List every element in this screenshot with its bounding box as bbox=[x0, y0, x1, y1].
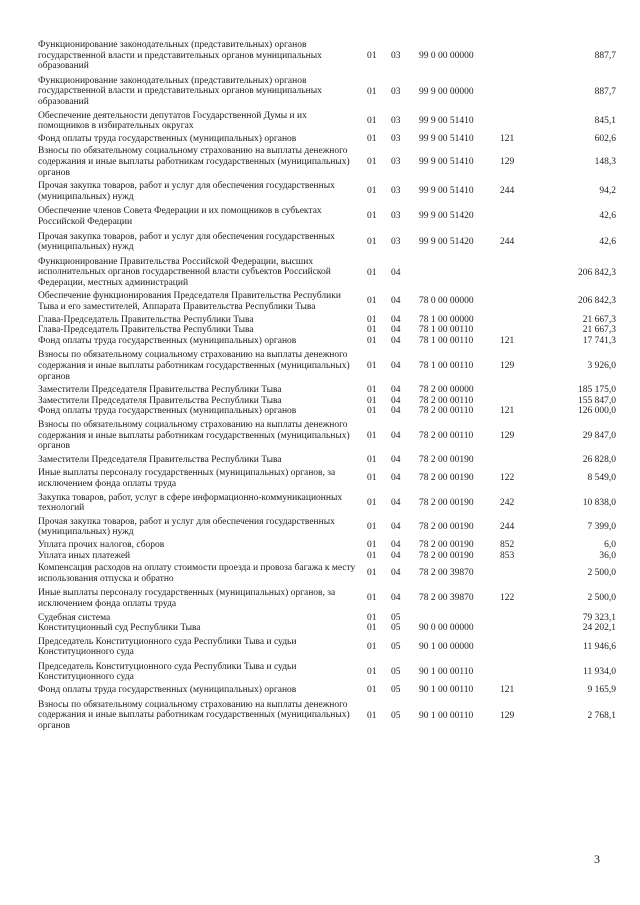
row-name: Прочая закупка товаров, работ и услуг для обеспечения государственных (муниципальных) нужд bbox=[38, 516, 335, 538]
amount: 206 842,3 bbox=[578, 296, 616, 307]
table-row bbox=[38, 40, 618, 72]
amount: 6,0 bbox=[604, 539, 616, 550]
subsection-code: 05 bbox=[391, 623, 401, 634]
amount: 10 838,0 bbox=[582, 497, 616, 508]
table-row bbox=[38, 588, 618, 609]
row-name: Глава-Председатель Правительства Республики Тыва bbox=[38, 314, 254, 325]
subsection-code: 03 bbox=[391, 133, 401, 144]
expense-type-code: 122 bbox=[500, 473, 515, 484]
row-name: Фонд оплаты труда государственных (муниципальных) органов bbox=[38, 685, 297, 696]
section-code: 01 bbox=[367, 521, 377, 532]
section-code: 01 bbox=[367, 385, 377, 396]
subsection-code: 05 bbox=[391, 710, 401, 721]
row-name: Функционирование законодательных (представительных) органов государственной власти и представительных органов муниципальных образований bbox=[38, 40, 322, 72]
target-article-code: 99 9 00 51410 bbox=[419, 157, 474, 168]
section-code: 01 bbox=[367, 157, 377, 168]
subsection-code: 04 bbox=[391, 325, 401, 336]
row-name: Обеспечение членов Совета Федерации и их помощников в субъектах Российской Федерации bbox=[38, 206, 322, 227]
expense-type-code: 129 bbox=[500, 710, 515, 721]
expense-type-code: 853 bbox=[500, 550, 515, 561]
target-article-code: 78 2 00 00190 bbox=[419, 550, 474, 561]
row-name: Заместители Председателя Правительства Республики Тыва bbox=[38, 454, 282, 465]
row-name: Прочая закупка товаров, работ и услуг для обеспечения государственных (муниципальных) нужд bbox=[38, 231, 335, 253]
subsection-code: 05 bbox=[391, 641, 401, 652]
amount: 7 399,0 bbox=[587, 521, 616, 532]
section-code: 01 bbox=[367, 211, 377, 222]
subsection-code: 04 bbox=[391, 385, 401, 396]
target-article-code: 78 1 00 00000 bbox=[419, 314, 474, 325]
subsection-code: 05 bbox=[391, 685, 401, 696]
target-article-code: 99 9 00 51420 bbox=[419, 236, 474, 247]
expense-type-code: 129 bbox=[500, 431, 515, 441]
amount: 887,7 bbox=[594, 51, 616, 61]
target-article-code: 99 9 00 51410 bbox=[419, 186, 474, 197]
target-article-code: 90 1 00 00110 bbox=[419, 710, 474, 721]
target-article-code: 99 9 00 51410 bbox=[419, 115, 474, 126]
target-article-code: 78 2 00 39870 bbox=[419, 593, 474, 604]
subsection-code: 04 bbox=[391, 395, 401, 406]
table-row bbox=[38, 623, 618, 634]
amount: 17 741,3 bbox=[582, 335, 616, 346]
section-code: 01 bbox=[367, 710, 377, 721]
section-code: 01 bbox=[367, 685, 377, 696]
section-code: 01 bbox=[367, 539, 377, 550]
section-code: 01 bbox=[367, 133, 377, 144]
table-row bbox=[38, 517, 618, 538]
row-name: Иные выплаты персоналу государственных (муниципальных) органов, за исключением фонда оплаты труда bbox=[38, 468, 336, 489]
row-name: Взносы по обязательному социальному страхованию на выплаты денежного содержания и иные выплаты работникам государственных (муниципальных) органов bbox=[38, 420, 350, 452]
target-article-code: 99 9 00 51420 bbox=[419, 211, 474, 222]
section-code: 01 bbox=[367, 641, 377, 652]
amount: 11 946,6 bbox=[583, 641, 616, 652]
subsection-code: 03 bbox=[391, 86, 401, 97]
subsection-code: 04 bbox=[391, 431, 401, 441]
section-code: 01 bbox=[367, 267, 377, 278]
target-article-code: 78 2 00 00190 bbox=[419, 473, 474, 484]
subsection-code: 04 bbox=[391, 267, 401, 278]
section-code: 01 bbox=[367, 186, 377, 197]
subsection-code: 03 bbox=[391, 51, 401, 61]
expense-type-code: 244 bbox=[500, 521, 515, 532]
row-name: Компенсация расходов на оплату стоимости проезда и провоза багажа к месту использования отпуска и обратно bbox=[38, 563, 356, 584]
amount: 9 165,9 bbox=[587, 685, 616, 696]
subsection-code: 04 bbox=[391, 335, 401, 346]
target-article-code: 78 0 00 00000 bbox=[419, 296, 474, 307]
table-row bbox=[38, 146, 618, 178]
subsection-code: 04 bbox=[391, 550, 401, 561]
row-name: Фонд оплаты труда государственных (муниципальных) органов bbox=[38, 406, 297, 417]
expense-type-code: 121 bbox=[500, 133, 515, 144]
subsection-code: 04 bbox=[391, 521, 401, 532]
section-code: 01 bbox=[367, 361, 377, 372]
table-row bbox=[38, 551, 618, 562]
table-row bbox=[38, 350, 618, 382]
section-code: 01 bbox=[367, 335, 377, 346]
table-row bbox=[38, 613, 618, 624]
row-name: Функционирование Правительства Российской Федерации, высших исполнительных органов государственной власти субъектов Российской Федерации, местных администраций bbox=[38, 256, 331, 288]
subsection-code: 03 bbox=[391, 211, 401, 222]
amount: 21 667,3 bbox=[582, 314, 616, 325]
section-code: 01 bbox=[367, 473, 377, 484]
target-article-code: 90 1 00 00000 bbox=[419, 641, 474, 652]
subsection-code: 04 bbox=[391, 296, 401, 307]
target-article-code: 78 2 00 39870 bbox=[419, 568, 474, 579]
row-name: Иные выплаты персоналу государственных (муниципальных) органов, за исключением фонда оплаты труда bbox=[38, 588, 336, 609]
table-row bbox=[38, 468, 618, 489]
expense-type-code: 121 bbox=[500, 685, 515, 696]
table-row bbox=[38, 206, 618, 227]
section-code: 01 bbox=[367, 623, 377, 634]
row-name: Конституционный суд Республики Тыва bbox=[38, 623, 201, 634]
target-article-code: 78 2 00 00000 bbox=[419, 385, 474, 396]
section-code: 01 bbox=[367, 314, 377, 325]
row-name: Судебная система bbox=[38, 612, 111, 623]
table-row bbox=[38, 493, 618, 514]
section-code: 01 bbox=[367, 454, 377, 465]
target-article-code: 78 2 00 00110 bbox=[419, 406, 474, 417]
table-row bbox=[38, 662, 618, 683]
row-name: Председатель Конституционного суда Республики Тыва и судьи Конституционного суда bbox=[38, 636, 297, 658]
target-article-code: 78 2 00 00190 bbox=[419, 454, 474, 465]
expense-type-code: 121 bbox=[500, 406, 515, 417]
section-code: 01 bbox=[367, 115, 377, 126]
section-code: 01 bbox=[367, 550, 377, 561]
table-row bbox=[38, 111, 618, 132]
section-code: 01 bbox=[367, 406, 377, 417]
table-row bbox=[38, 134, 618, 145]
subsection-code: 05 bbox=[391, 612, 401, 623]
table-row bbox=[38, 700, 618, 732]
subsection-code: 04 bbox=[391, 361, 401, 372]
section-code: 01 bbox=[367, 236, 377, 247]
expense-type-code: 852 bbox=[500, 539, 515, 550]
amount: 155 847,0 bbox=[578, 395, 616, 406]
table-row bbox=[38, 420, 618, 452]
row-name: Заместители Председателя Правительства Республики Тыва bbox=[38, 385, 282, 396]
target-article-code: 78 2 00 00190 bbox=[419, 539, 474, 550]
table-row bbox=[38, 232, 618, 253]
subsection-code: 04 bbox=[391, 454, 401, 465]
table-row bbox=[38, 637, 618, 658]
amount: 3 926,0 bbox=[587, 361, 616, 372]
row-name: Уплата прочих налогов, сборов bbox=[38, 539, 165, 550]
subsection-code: 03 bbox=[391, 236, 401, 247]
expense-type-code: 121 bbox=[500, 335, 515, 346]
section-code: 01 bbox=[367, 395, 377, 406]
target-article-code: 78 1 00 00110 bbox=[419, 325, 474, 336]
target-article-code: 78 2 00 00190 bbox=[419, 497, 474, 508]
expense-type-code: 242 bbox=[500, 497, 515, 508]
amount: 2 500,0 bbox=[587, 593, 616, 604]
table-row bbox=[38, 181, 618, 202]
row-name: Уплата иных платежей bbox=[38, 550, 131, 561]
target-article-code: 90 1 00 00110 bbox=[419, 685, 474, 696]
table-row bbox=[38, 385, 618, 396]
subsection-code: 03 bbox=[391, 186, 401, 197]
target-article-code: 78 1 00 00110 bbox=[419, 361, 474, 372]
expense-type-code: 129 bbox=[500, 361, 515, 372]
subsection-code: 04 bbox=[391, 497, 401, 508]
target-article-code: 78 1 00 00110 bbox=[419, 335, 474, 346]
target-article-code: 99 9 00 51410 bbox=[419, 133, 474, 144]
amount: 185 175,0 bbox=[578, 385, 616, 396]
expense-type-code: 244 bbox=[500, 186, 515, 197]
subsection-code: 03 bbox=[391, 157, 401, 168]
row-name: Фонд оплаты труда государственных (муниципальных) органов bbox=[38, 133, 297, 144]
row-name: Председатель Конституционного суда Республики Тыва и судьи Конституционного суда bbox=[38, 661, 297, 683]
budget-table bbox=[38, 40, 618, 731]
table-row bbox=[38, 336, 618, 347]
subsection-code: 04 bbox=[391, 568, 401, 579]
amount: 602,6 bbox=[594, 133, 616, 144]
amount: 8 549,0 bbox=[587, 473, 616, 484]
target-article-code: 90 1 00 00110 bbox=[419, 666, 474, 677]
table-row bbox=[38, 685, 618, 696]
target-article-code: 78 2 00 00110 bbox=[419, 431, 474, 441]
target-article-code: 90 0 00 00000 bbox=[419, 623, 474, 634]
target-article-code: 78 2 00 00190 bbox=[419, 521, 474, 532]
amount: 11 934,0 bbox=[583, 666, 616, 677]
subsection-code: 03 bbox=[391, 115, 401, 126]
expense-type-code: 122 bbox=[500, 593, 515, 604]
row-name: Заместители Председателя Правительства Республики Тыва bbox=[38, 395, 282, 406]
target-article-code: 99 9 00 00000 bbox=[419, 86, 474, 97]
subsection-code: 04 bbox=[391, 314, 401, 325]
amount: 42,6 bbox=[599, 211, 616, 222]
section-code: 01 bbox=[367, 666, 377, 677]
subsection-code: 04 bbox=[391, 406, 401, 417]
amount: 36,0 bbox=[599, 550, 616, 561]
amount: 2 768,1 bbox=[587, 710, 616, 721]
section-code: 01 bbox=[367, 296, 377, 307]
table-row bbox=[38, 325, 618, 336]
expense-type-code: 244 bbox=[500, 236, 515, 247]
row-name: Взносы по обязательному социальному страхованию на выплаты денежного содержания и иные выплаты работникам государственных (муниципальных) органов bbox=[38, 699, 350, 731]
row-name: Фонд оплаты труда государственных (муниципальных) органов bbox=[38, 335, 297, 346]
amount: 126 000,0 bbox=[578, 406, 616, 417]
table-row bbox=[38, 540, 618, 551]
amount: 148,3 bbox=[594, 157, 616, 168]
row-name: Обеспечение функционирования Председателя Правительства Республики Тыва и его заместителей, Аппарата Правительства Республики Тыва bbox=[38, 291, 341, 313]
page-number: 3 bbox=[594, 852, 600, 866]
subsection-code: 04 bbox=[391, 593, 401, 604]
section-code: 01 bbox=[367, 612, 377, 623]
amount: 2 500,0 bbox=[587, 568, 616, 579]
table-row bbox=[38, 257, 618, 289]
table-row bbox=[38, 406, 618, 417]
section-code: 01 bbox=[367, 86, 377, 97]
row-name: Взносы по обязательному социальному страхованию на выплаты денежного содержания и иные выплаты работникам государственных (муниципальных) органов bbox=[38, 350, 350, 382]
table-row bbox=[38, 563, 618, 584]
amount: 887,7 bbox=[594, 86, 616, 97]
amount: 42,6 bbox=[599, 236, 616, 247]
row-name: Функционирование законодательных (представительных) органов государственной власти и представительных органов муниципальных образований bbox=[38, 75, 322, 107]
row-name: Прочая закупка товаров, работ и услуг для обеспечения государственных (муниципальных) нужд bbox=[38, 181, 335, 202]
table-row bbox=[38, 76, 618, 108]
row-name: Закупка товаров, работ, услуг в сфере информационно-коммуникационных технологий bbox=[38, 492, 343, 514]
section-code: 01 bbox=[367, 497, 377, 508]
row-name: Глава-Председатель Правительства Республики Тыва bbox=[38, 325, 254, 336]
amount: 26 828,0 bbox=[582, 454, 616, 465]
section-code: 01 bbox=[367, 568, 377, 579]
section-code: 01 bbox=[367, 51, 377, 61]
amount: 21 667,3 bbox=[582, 325, 616, 336]
table-row bbox=[38, 396, 618, 407]
subsection-code: 05 bbox=[391, 666, 401, 677]
section-code: 01 bbox=[367, 431, 377, 441]
amount: 206 842,3 bbox=[578, 267, 616, 278]
row-name: Взносы по обязательному социальному страхованию на выплаты денежного содержания и иные выплаты работникам государственных (муниципальных) органов bbox=[38, 146, 350, 178]
row-name: Обеспечение деятельности депутатов Государственной Думы и их помощников в избирательных округах bbox=[38, 110, 307, 132]
section-code: 01 bbox=[367, 593, 377, 604]
amount: 79 323,1 bbox=[582, 612, 616, 623]
subsection-code: 04 bbox=[391, 539, 401, 550]
target-article-code: 99 0 00 00000 bbox=[419, 51, 474, 61]
amount: 94,2 bbox=[599, 186, 616, 197]
table-row bbox=[38, 315, 618, 326]
table-row bbox=[38, 455, 618, 466]
amount: 24 202,1 bbox=[582, 623, 616, 634]
section-code: 01 bbox=[367, 325, 377, 336]
amount: 845,1 bbox=[594, 115, 616, 126]
subsection-code: 04 bbox=[391, 473, 401, 484]
expense-type-code: 129 bbox=[500, 157, 515, 168]
table-row bbox=[38, 291, 618, 312]
target-article-code: 78 2 00 00110 bbox=[419, 395, 474, 406]
amount: 29 847,0 bbox=[582, 431, 616, 441]
